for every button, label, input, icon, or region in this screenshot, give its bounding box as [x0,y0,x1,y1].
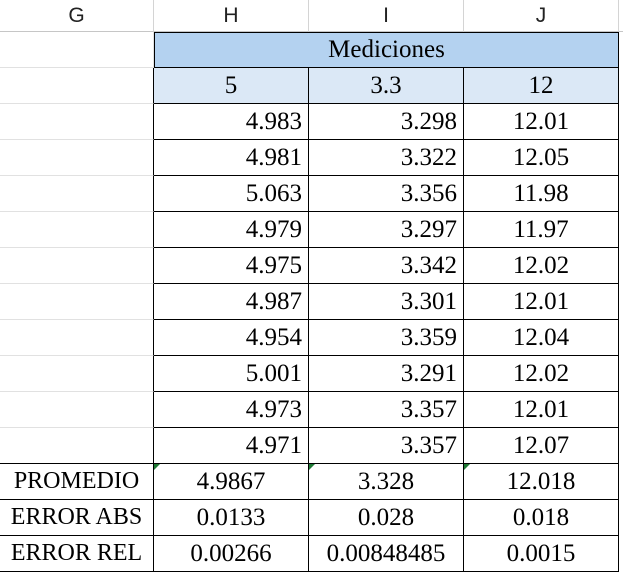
measurement-cell[interactable]: 11.97 [464,212,619,248]
nominal-cell[interactable]: 3.3 [309,68,464,104]
measurement-cell[interactable]: 3.301 [309,284,464,320]
measurement-cell[interactable]: 3.357 [309,428,464,464]
summary-cell[interactable] [154,464,309,500]
measurement-cell[interactable]: 4.979 [154,212,309,248]
measurement-cell[interactable]: 12.07 [464,428,619,464]
measurement-cell[interactable]: 3.356 [309,176,464,212]
nominal-row [0,68,623,104]
table-row [0,320,623,356]
summary-cell[interactable]: 0.00266 [154,536,309,572]
summary-value: 12.018 [506,467,576,495]
summary-cell[interactable]: 0.0015 [464,536,619,572]
table-row [0,104,623,140]
table-row [0,284,623,320]
measurement-cell[interactable]: 4.973 [154,392,309,428]
measurement-cell[interactable]: 3.342 [309,248,464,284]
cell[interactable] [0,428,154,464]
measurement-cell[interactable]: 12.01 [464,104,619,140]
cell[interactable] [0,32,154,68]
measurement-cell[interactable]: 3.298 [309,104,464,140]
nominal-cell[interactable]: 12 [464,68,619,104]
table-row [0,428,623,464]
measurement-cell[interactable]: 4.954 [154,320,309,356]
cell[interactable] [0,140,154,176]
measurement-cell[interactable]: 11.98 [464,176,619,212]
summary-cell[interactable]: 0.028 [309,500,464,536]
measurement-cell[interactable]: 12.01 [464,392,619,428]
measurement-cell[interactable]: 3.322 [309,140,464,176]
summary-label[interactable]: PROMEDIO [0,464,154,500]
measurement-cell[interactable]: 3.359 [309,320,464,356]
column-header-i[interactable]: I [309,0,464,32]
table-row [0,140,623,176]
column-header-row [0,0,623,32]
measurement-cell[interactable]: 3.297 [309,212,464,248]
summary-label[interactable]: ERROR ABS [0,500,154,536]
measurement-cell[interactable]: 12.04 [464,320,619,356]
table-row [0,212,623,248]
summary-row-promedio [0,464,623,500]
table-row [0,176,623,212]
cell[interactable] [0,212,154,248]
summary-row-error-rel [0,536,623,572]
summary-cell[interactable] [309,464,464,500]
cell[interactable] [0,356,154,392]
error-indicator-icon [464,464,470,470]
measurement-cell[interactable]: 12.05 [464,140,619,176]
cell[interactable] [0,176,154,212]
measurement-cell[interactable]: 3.357 [309,392,464,428]
measurement-cell[interactable]: 4.987 [154,284,309,320]
column-header-h[interactable]: H [154,0,309,32]
measurement-cell[interactable]: 3.291 [309,356,464,392]
cell[interactable] [0,284,154,320]
measurement-cell[interactable]: 5.063 [154,176,309,212]
measurement-cell[interactable]: 4.983 [154,104,309,140]
column-header-g[interactable]: G [0,0,154,32]
table-row [0,248,623,284]
table-row [0,392,623,428]
measurement-cell[interactable]: 4.981 [154,140,309,176]
summary-cell[interactable]: 0.018 [464,500,619,536]
cell[interactable] [0,392,154,428]
measurement-cell[interactable]: 12.02 [464,356,619,392]
measurement-cell[interactable]: 4.975 [154,248,309,284]
measurement-cell[interactable]: 5.001 [154,356,309,392]
measurement-cell[interactable]: 12.01 [464,284,619,320]
error-indicator-icon [154,464,160,470]
summary-cell[interactable]: 0.0133 [154,500,309,536]
measurement-cell[interactable]: 4.971 [154,428,309,464]
table-title-cell[interactable]: Mediciones [154,32,619,68]
cell[interactable] [0,320,154,356]
nominal-cell[interactable]: 5 [154,68,309,104]
summary-label[interactable]: ERROR REL [0,536,154,572]
cell[interactable] [0,104,154,140]
summary-value: 4.9867 [196,467,266,495]
column-header-k-partial[interactable] [619,0,623,32]
column-header-j[interactable]: J [464,0,619,32]
error-indicator-icon [309,464,315,470]
measurement-cell[interactable]: 12.02 [464,248,619,284]
summary-value: 3.328 [357,467,415,495]
summary-cell[interactable] [464,464,619,500]
cell[interactable] [0,248,154,284]
summary-row-error-abs [0,500,623,536]
table-row [0,356,623,392]
summary-cell[interactable]: 0.00848485 [309,536,464,572]
cell[interactable] [0,68,154,104]
